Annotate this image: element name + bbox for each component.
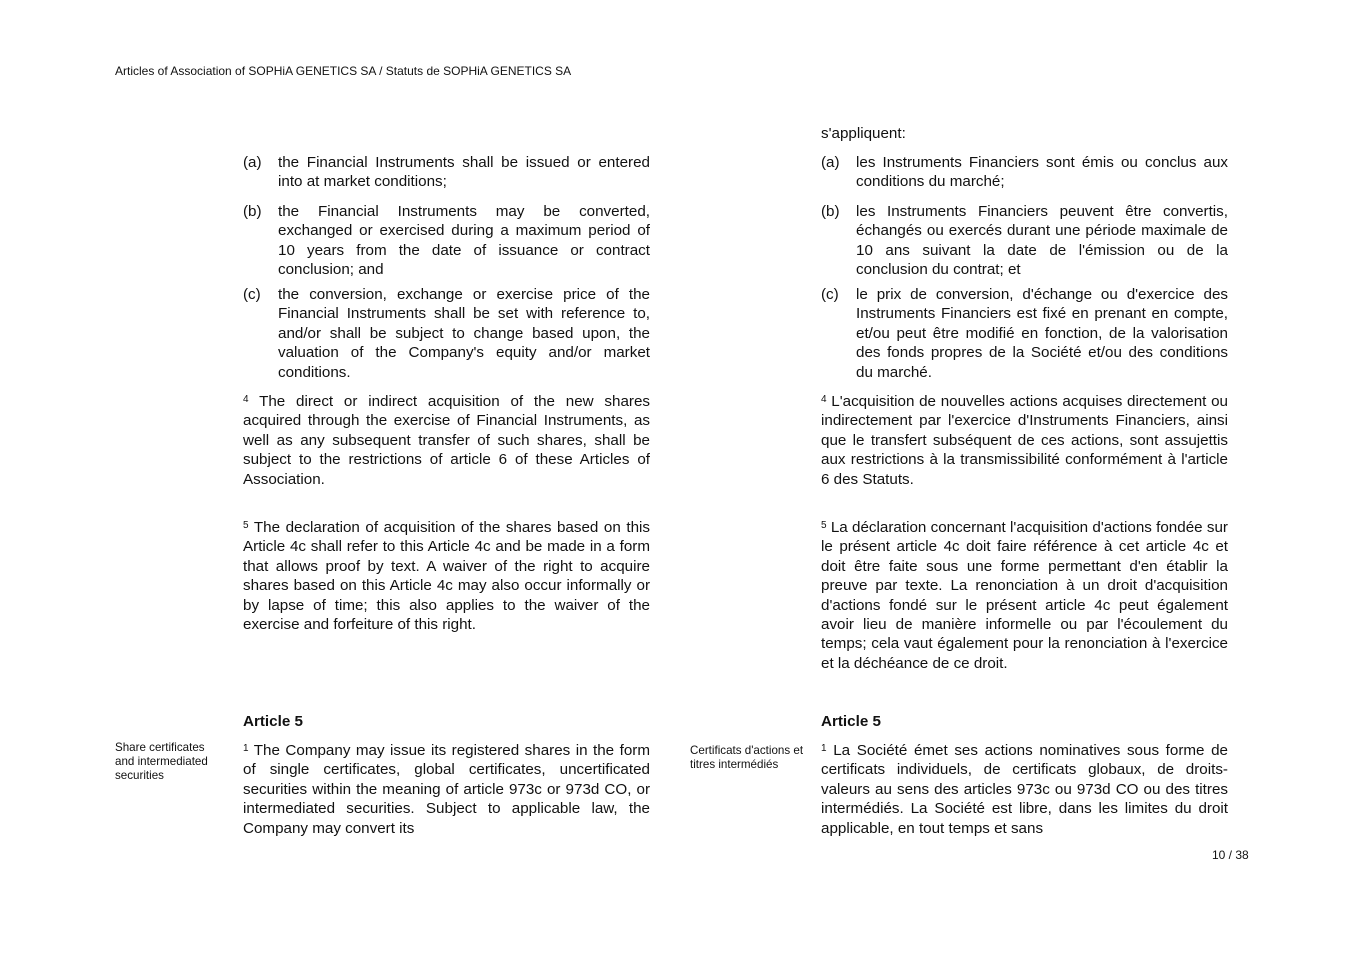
en-paragraph-5-text: The declaration of acquisition of the shares based on this Article 4c shall refer to this Article 4c and be made in a form that allows proof by text. A waiver of the right to acquire shares based on this Article 4c may also occur informally or by lapse of time; this also applies to the waiver of the exercise and forfeiture of this right. <box>243 519 650 634</box>
fr-paragraph-4-text: L'acquisition de nouvelles actions acquises directement ou indirectement par l'exercice d'Instruments Financiers, ainsi que le transfert subséquent de ces actions, sont assujettis aux restrictions à la transmissibilité conformément à l'article 6 des Statuts. <box>821 393 1228 488</box>
en-paragraph-4-text: The direct or indirect acquisition of the new shares acquired through the exercise of Financial Instruments, as well as any subsequent transfer of such shares, shall be subject to the restrictions of article 6 of these Articles of Association. <box>243 393 650 488</box>
fr-paragraph-4 <box>821 392 1228 489</box>
en-item-b <box>243 202 650 280</box>
en-paragraph-4-number: 4 <box>243 394 249 405</box>
en-paragraph-4 <box>243 392 650 489</box>
en-article-5-title: Article 5 <box>243 713 303 730</box>
fr-paragraph-4-number: 4 <box>821 394 827 405</box>
en-article-5-paragraph-1 <box>243 741 650 838</box>
en-item-a-text: the Financial Instruments shall be issued or entered into at market conditions; <box>278 154 650 191</box>
fr-side-label: Certificats d'actions et titres intermédiés <box>690 744 804 771</box>
en-item-a-label: (a) <box>243 154 262 171</box>
en-item-b-text: the Financial Instruments may be converted, exchanged or exercised during a maximum period of 10 years from the date of issuance or contract conclusion; and <box>278 203 650 279</box>
en-side-label: Share certificates and intermediated securities <box>115 741 208 782</box>
en-paragraph-5-number: 5 <box>243 520 249 531</box>
fr-item-a <box>821 153 1228 192</box>
fr-item-b <box>821 202 1228 280</box>
fr-item-a-label: (a) <box>821 154 840 171</box>
en-item-a <box>243 153 650 192</box>
fr-paragraph-5-number: 5 <box>821 520 827 531</box>
document-header: Articles of Association of SOPHiA GENETICS SA / Statuts de SOPHiA GENETICS SA <box>115 64 572 78</box>
en-item-c-label: (c) <box>243 286 261 303</box>
fr-article-5-title: Article 5 <box>821 713 881 730</box>
fr-article-5-paragraph-1-text: La Société émet ses actions nominatives sous forme de certificats individuels, de certificats globaux, de droits-valeurs au sens des articles 973c ou 973d CO ou des titres intermédiés. La Société est libre, dans les limites du droit applicable, en tout temps et sans <box>821 742 1228 837</box>
page-number: 10 / 38 <box>1212 848 1249 862</box>
en-paragraph-5 <box>243 518 650 634</box>
fr-item-c-text: le prix de conversion, d'échange ou d'exercice des Instruments Financiers est fixé en prenant en compte, et/ou peut être modifié en fonction, de la valorisation des fonds propres de la Société et/ou des conditions du marché. <box>856 286 1228 381</box>
fr-paragraph-5-text: La déclaration concernant l'acquisition d'actions fondée sur le présent article 4c doit faire référence à cet article 4c et doit être faite sous une forme permettant d'en établir la preuve par texte. La renonciation à un droit d'acquisition d'actions fondé sur le présent article 4c peut également avoir lieu de manière informelle ou par l'écoulement du temps; cela vaut également pour la renonciation à l'exercice et la déchéance de ce droit. <box>821 519 1228 672</box>
fr-intro: s'appliquent: <box>821 125 906 142</box>
fr-paragraph-5 <box>821 518 1228 673</box>
fr-article-5-paragraph-1 <box>821 741 1228 838</box>
en-item-b-label: (b) <box>243 203 262 220</box>
en-item-c <box>243 285 650 382</box>
fr-item-c <box>821 285 1228 382</box>
fr-article-5-paragraph-1-number: 1 <box>821 743 827 754</box>
en-item-c-text: the conversion, exchange or exercise price of the Financial Instruments shall be set with reference to, and/or shall be subject to change based upon, the valuation of the Company's equity and/or market conditions. <box>278 286 650 381</box>
en-article-5-paragraph-1-number: 1 <box>243 743 249 754</box>
fr-item-c-label: (c) <box>821 286 839 303</box>
fr-item-b-text: les Instruments Financiers peuvent être convertis, échangés ou exercés durant une période maximale de 10 ans suivant la date de l'émission ou de la conclusion du contrat; et <box>856 203 1228 279</box>
fr-item-b-label: (b) <box>821 203 840 220</box>
fr-item-a-text: les Instruments Financiers sont émis ou conclus aux conditions du marché; <box>856 154 1228 191</box>
en-article-5-paragraph-1-text: The Company may issue its registered shares in the form of single certificates, global certificates, uncertificated securities within the meaning of article 973c or 973d CO, or intermediated securities. Subject to applicable law, the Company may convert its <box>243 742 650 837</box>
